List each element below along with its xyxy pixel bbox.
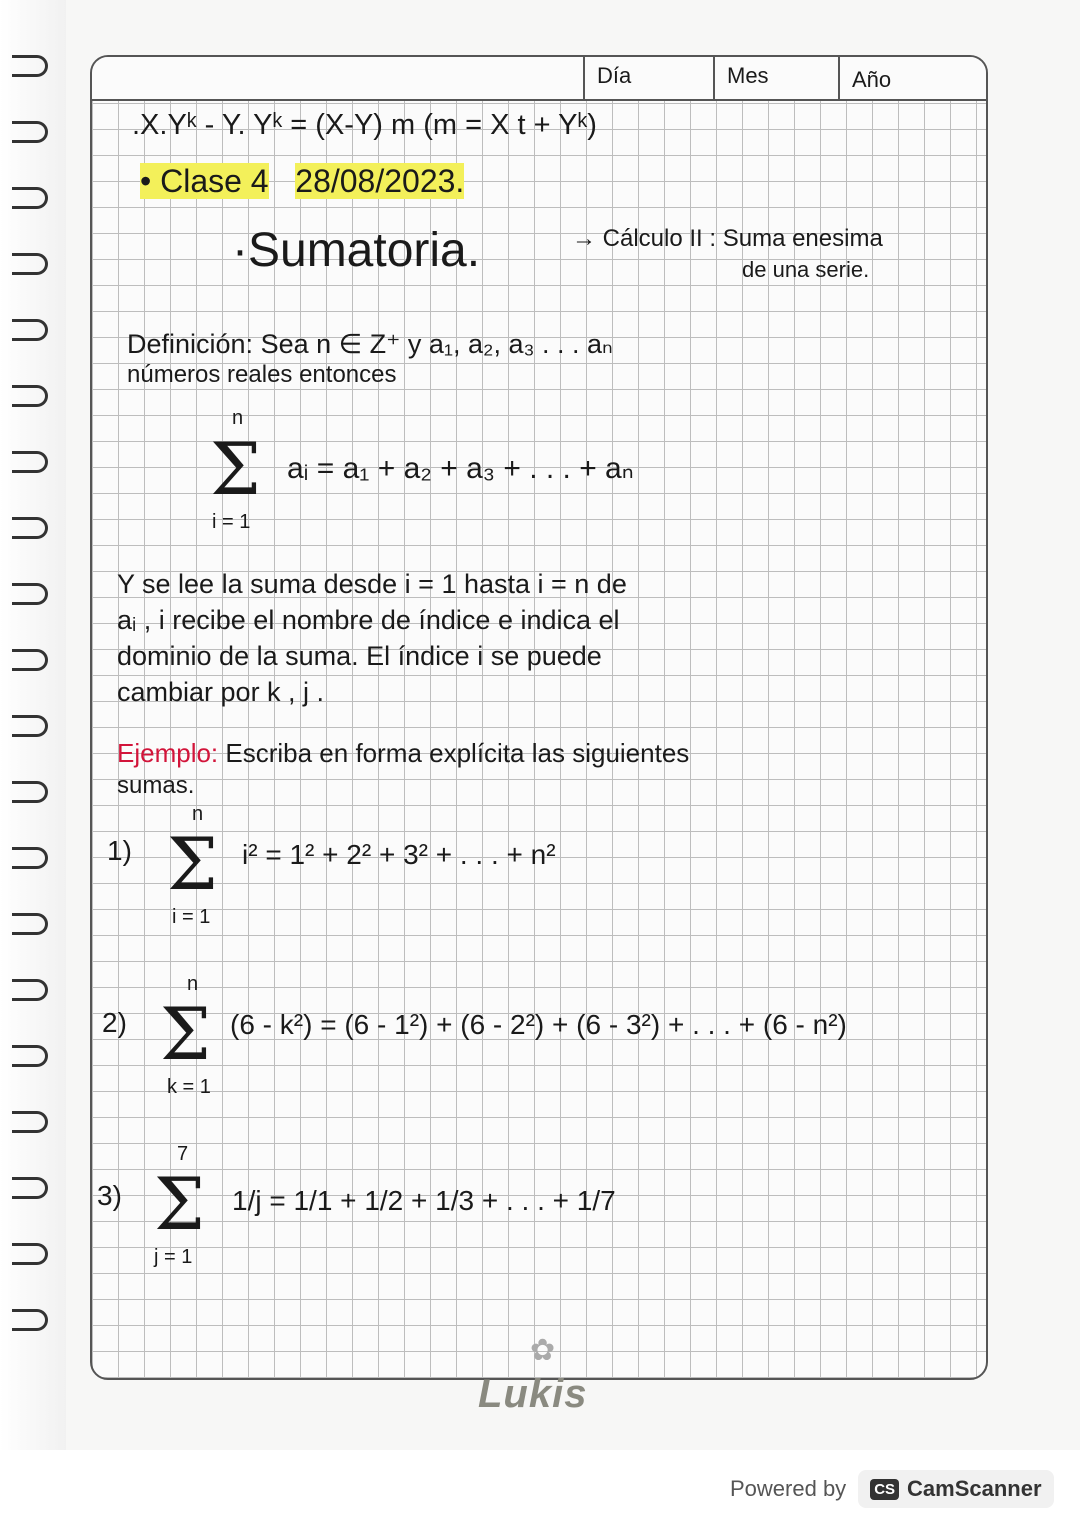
date-header	[92, 57, 986, 101]
camscanner-watermark	[730, 1470, 1054, 1508]
spiral-ring	[12, 385, 48, 407]
sum-lower: k = 1	[167, 1076, 211, 1098]
spiral-ring	[12, 913, 48, 935]
paragraph-line: Y se lee la suma desde i = 1 hasta i = n de	[117, 569, 627, 599]
spiral-ring	[12, 847, 48, 869]
sum-upper: n	[192, 803, 204, 825]
example-label: Ejemplo:	[117, 738, 219, 768]
month-field: Mes	[713, 57, 838, 101]
spiral-ring	[12, 715, 48, 737]
sum-lower: j = 1	[154, 1246, 193, 1268]
camscanner-badge	[858, 1470, 1053, 1508]
sigma-symbol: Σ	[154, 1162, 205, 1246]
sum-lower: i = 1	[212, 511, 251, 533]
spiral-ring	[12, 979, 48, 1001]
powered-by-text: Powered by	[730, 1476, 847, 1501]
spiral-ring	[12, 187, 48, 209]
spiral-ring	[12, 1045, 48, 1067]
paragraph-line: aᵢ , i recibe el nombre de índice e indica el	[117, 605, 620, 635]
spiral-ring	[12, 319, 48, 341]
sum-upper: 7	[177, 1143, 189, 1165]
spiral-ring	[12, 1309, 48, 1331]
example-instruction-2: sumas.	[117, 772, 195, 799]
year-field: Año	[838, 57, 988, 101]
camscanner-icon: CS	[870, 1479, 899, 1500]
spiral-ring	[12, 1177, 48, 1199]
side-note-2: de una serie.	[742, 257, 870, 282]
sum-body: (6 - k²) = (6 - 1²) + (6 - 2²) + (6 - 3²) + . . . + (6 - n²)	[230, 1009, 847, 1040]
paragraph-line: cambiar por k , j .	[117, 677, 325, 707]
class-date: 28/08/2023.	[295, 163, 465, 199]
sigma-symbol: Σ	[210, 427, 261, 511]
spiral-ring	[12, 1243, 48, 1265]
sum-upper: n	[187, 973, 199, 995]
sum-lower: i = 1	[172, 906, 211, 928]
brand-logo: Lukis	[478, 1372, 588, 1416]
day-field: Día	[583, 57, 713, 101]
notebook-grid	[90, 55, 988, 1380]
spiral-ring	[12, 1111, 48, 1133]
spiral-ring	[12, 781, 48, 803]
camscanner-label: CamScanner	[907, 1476, 1042, 1501]
spiral-ring	[12, 253, 48, 275]
class-label: • Clase 4	[140, 163, 269, 199]
example-number: 2)	[102, 1007, 127, 1038]
spiral-ring	[12, 55, 48, 77]
example-number: 3)	[97, 1180, 122, 1211]
side-note: → Cálculo II : Suma enesima	[572, 225, 883, 252]
page-title: ·Sumatoria.	[232, 224, 481, 277]
spiral-ring	[12, 583, 48, 605]
spiral-ring	[12, 451, 48, 473]
spiral-ring	[12, 121, 48, 143]
sum-body: aᵢ = a₁ + a₂ + a₃ + . . . + aₙ	[287, 452, 634, 485]
sum-body: 1/j = 1/1 + 1/2 + 1/3 + . . . + 1/7	[232, 1185, 616, 1216]
example-instruction: Escriba en forma explícita las siguientes	[225, 738, 690, 768]
sum-body: i² = 1² + 2² + 3² + . . . + n²	[242, 839, 556, 870]
spiral-ring	[12, 649, 48, 671]
flower-icon: ✿	[530, 1334, 556, 1367]
definition-line-1: Definición: Sea n ∈ Z⁺ y a₁, a₂, a₃ . . . aₙ	[127, 329, 613, 359]
sigma-symbol: Σ	[160, 992, 211, 1076]
sum-upper: n	[232, 407, 244, 429]
paragraph-line: dominio de la suma. El índice i se puede	[117, 641, 602, 671]
spiral-ring	[12, 517, 48, 539]
definition-line-2: números reales entonces	[127, 361, 397, 388]
formula-top: .X.Yᵏ - Y. Yᵏ = (X-Y) m (m = X t + Yᵏ)	[132, 109, 597, 141]
sigma-symbol: Σ	[167, 822, 218, 906]
example-number: 1)	[107, 835, 132, 866]
